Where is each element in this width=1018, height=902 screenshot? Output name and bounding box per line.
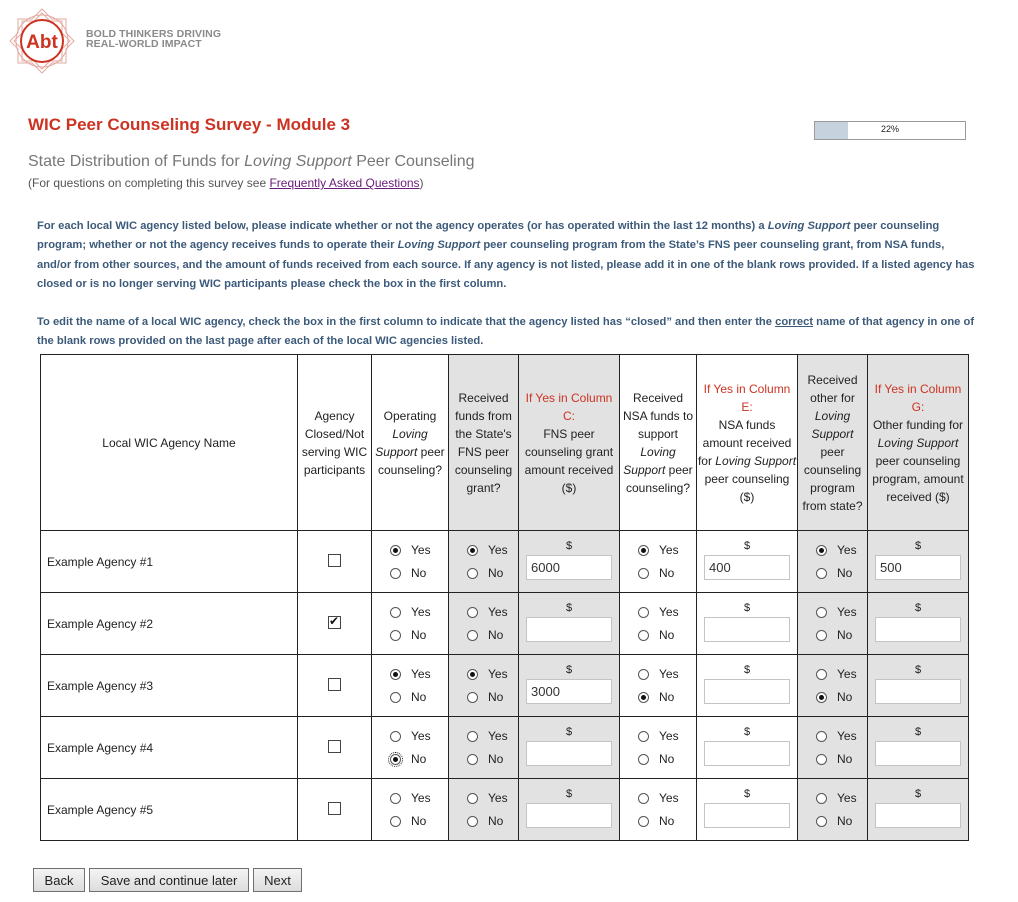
other_amount-cell bbox=[868, 779, 969, 841]
other_amount-input[interactable] bbox=[875, 741, 961, 766]
operating-yes-option[interactable] bbox=[390, 539, 448, 562]
operating-no-radio[interactable] bbox=[390, 630, 401, 641]
faq-note: (For questions on completing this survey see Frequently Asked Questions) bbox=[28, 176, 424, 190]
faq-link[interactable]: Frequently Asked Questions bbox=[269, 176, 420, 190]
other-yes-radio[interactable] bbox=[816, 793, 827, 804]
fns-no-label: No bbox=[488, 690, 504, 704]
fns-yes-option[interactable] bbox=[467, 539, 518, 562]
fns-no-radio[interactable] bbox=[467, 630, 478, 641]
fns_amount-input[interactable] bbox=[526, 617, 612, 642]
other-yes-option[interactable] bbox=[816, 663, 867, 686]
nsa_amount-cell bbox=[697, 779, 798, 841]
fns-yes-option[interactable] bbox=[467, 787, 518, 810]
operating-yes-radio[interactable] bbox=[390, 669, 401, 680]
fns-cell bbox=[449, 593, 519, 655]
fns_amount-cell bbox=[519, 531, 620, 593]
fns-no-label: No bbox=[488, 628, 504, 642]
nsa-yes-label: Yes bbox=[659, 543, 679, 557]
nsa-no-radio[interactable] bbox=[638, 816, 649, 827]
fns-yes-radio[interactable] bbox=[467, 793, 478, 804]
fns_amount-input[interactable] bbox=[526, 803, 612, 828]
fns-no-label: No bbox=[488, 752, 504, 766]
operating-yes-label: Yes bbox=[411, 543, 431, 557]
header-other-amount: If Yes in Column G: Other funding for Loving Support peer counseling program, amount received ($) bbox=[868, 355, 969, 531]
table-row bbox=[41, 717, 969, 779]
other_amount-input[interactable] bbox=[875, 803, 961, 828]
other-yes-radio[interactable] bbox=[816, 731, 827, 742]
closed-cell bbox=[298, 779, 372, 841]
fns-no-radio[interactable] bbox=[467, 568, 478, 579]
nsa_amount-cell bbox=[697, 531, 798, 593]
nsa-no-option[interactable] bbox=[638, 810, 696, 833]
other-no-radio[interactable] bbox=[816, 754, 827, 765]
agency-name: Example Agency #3 bbox=[41, 655, 298, 717]
other-yes-label: Yes bbox=[837, 791, 857, 805]
table-row bbox=[41, 593, 969, 655]
fns_amount-input[interactable] bbox=[526, 679, 612, 704]
dollar-sign: $ bbox=[565, 788, 573, 800]
dollar-sign: $ bbox=[914, 726, 922, 738]
fns_amount-cell bbox=[519, 655, 620, 717]
operating-no-option[interactable] bbox=[390, 748, 448, 771]
nsa-yes-option[interactable] bbox=[638, 601, 696, 624]
nsa-no-radio[interactable] bbox=[638, 630, 649, 641]
other-yes-option[interactable] bbox=[816, 787, 867, 810]
instructions-paragraph-1: For each local WIC agency listed below, please indicate whether or not the agency operates (or has operated within the last 12 months) a Loving Support peer counseling program; whether or not the agency receives funds to operate their Loving Support peer counseling program from the State’s FNS peer counseling grant, from NSA funds, and/or from other sources, and the amount of funds received from each source. If any agency is not listed, please add it in one of the blank rows provided. If a listed agency has closed or is no longer serving WIC participants please check the box in the first column. bbox=[37, 220, 975, 290]
other-yes-radio[interactable] bbox=[816, 545, 827, 556]
nsa_amount-input[interactable] bbox=[704, 617, 790, 642]
table-row bbox=[41, 779, 969, 841]
agency-name: Example Agency #4 bbox=[41, 717, 298, 779]
other_amount-cell bbox=[868, 655, 969, 717]
dollar-sign: $ bbox=[565, 540, 573, 552]
nsa-cell bbox=[620, 655, 697, 717]
operating-cell bbox=[372, 655, 449, 717]
dollar-sign: $ bbox=[914, 602, 922, 614]
operating-no-label: No bbox=[411, 628, 427, 642]
nsa-yes-label: Yes bbox=[659, 667, 679, 681]
operating-cell bbox=[372, 779, 449, 841]
fns-no-label: No bbox=[488, 814, 504, 828]
operating-no-label: No bbox=[411, 566, 427, 580]
closed-cell bbox=[298, 593, 372, 655]
header-operating: Operating Loving Support peer counseling? bbox=[372, 355, 449, 531]
other-cell bbox=[798, 717, 868, 779]
operating-no-label: No bbox=[411, 690, 427, 704]
dollar-sign: $ bbox=[743, 788, 751, 800]
fns-cell bbox=[449, 779, 519, 841]
dollar-sign: $ bbox=[565, 726, 573, 738]
fns-no-radio[interactable] bbox=[467, 692, 478, 703]
operating-no-label: No bbox=[411, 814, 427, 828]
instructions-paragraph-2: To edit the name of a local WIC agency, check the box in the first column to indicate that the agency listed has “closed” and then enter the correct name of that agency in one of the blank rows provided on the last page after each of the local WIC agencies listed. bbox=[37, 316, 975, 348]
fns-no-label: No bbox=[488, 566, 504, 580]
fns-cell bbox=[449, 717, 519, 779]
fns_amount-input[interactable] bbox=[526, 741, 612, 766]
fns-no-option[interactable] bbox=[467, 624, 518, 647]
fns_amount-input[interactable] bbox=[526, 555, 612, 580]
fns-yes-label: Yes bbox=[488, 667, 508, 681]
other_amount-input[interactable] bbox=[875, 617, 961, 642]
fns-no-option[interactable] bbox=[467, 686, 518, 709]
fns-yes-label: Yes bbox=[488, 543, 508, 557]
operating-no-option[interactable] bbox=[390, 810, 448, 833]
dollar-sign: $ bbox=[743, 664, 751, 676]
closed-cell bbox=[298, 531, 372, 593]
table-row bbox=[41, 655, 969, 717]
other-no-option[interactable] bbox=[816, 748, 867, 771]
nsa_amount-cell bbox=[697, 655, 798, 717]
agency-name: Example Agency #5 bbox=[41, 779, 298, 841]
operating-no-option[interactable] bbox=[390, 686, 448, 709]
nsa-yes-label: Yes bbox=[659, 605, 679, 619]
fns-yes-radio[interactable] bbox=[467, 669, 478, 680]
nsa-yes-radio[interactable] bbox=[638, 731, 649, 742]
other-no-label: No bbox=[837, 752, 853, 766]
other-yes-option[interactable] bbox=[816, 601, 867, 624]
operating-no-option[interactable] bbox=[390, 562, 448, 585]
header-nsa-amount: If Yes in Column E: NSA funds amount received for Loving Support peer counseling ($) bbox=[697, 355, 798, 531]
nsa-yes-radio[interactable] bbox=[638, 669, 649, 680]
other-no-radio[interactable] bbox=[816, 568, 827, 579]
operating-no-radio[interactable] bbox=[390, 754, 401, 765]
operating-yes-label: Yes bbox=[411, 729, 431, 743]
nsa-no-option[interactable] bbox=[638, 562, 696, 585]
nsa-no-option[interactable] bbox=[638, 748, 696, 771]
other-yes-label: Yes bbox=[837, 667, 857, 681]
other-no-radio[interactable] bbox=[816, 692, 827, 703]
nsa-yes-label: Yes bbox=[659, 729, 679, 743]
nsa-no-label: No bbox=[659, 628, 675, 642]
fns-yes-radio[interactable] bbox=[467, 607, 478, 618]
nsa-yes-label: Yes bbox=[659, 791, 679, 805]
nsa-yes-option[interactable] bbox=[638, 787, 696, 810]
operating-yes-radio[interactable] bbox=[390, 731, 401, 742]
nsa-no-label: No bbox=[659, 690, 675, 704]
page-subtitle: State Distribution of Funds for Loving Support Peer Counseling bbox=[28, 153, 475, 170]
dollar-sign: $ bbox=[565, 602, 573, 614]
nsa-no-label: No bbox=[659, 566, 675, 580]
operating-no-radio[interactable] bbox=[390, 692, 401, 703]
brand-tagline: BOLD THINKERS DRIVING REAL-WORLD IMPACT bbox=[86, 28, 222, 50]
operating-cell bbox=[372, 593, 449, 655]
fns-yes-label: Yes bbox=[488, 729, 508, 743]
nsa-no-radio[interactable] bbox=[638, 692, 649, 703]
nsa-yes-radio[interactable] bbox=[638, 607, 649, 618]
other-cell bbox=[798, 531, 868, 593]
nsa-no-label: No bbox=[659, 752, 675, 766]
operating-cell bbox=[372, 531, 449, 593]
fns-yes-option[interactable] bbox=[467, 663, 518, 686]
page-title: WIC Peer Counseling Survey - Module 3 bbox=[28, 115, 351, 134]
operating-yes-label: Yes bbox=[411, 605, 431, 619]
nsa-no-option[interactable] bbox=[638, 686, 696, 709]
fns_amount-cell bbox=[519, 779, 620, 841]
agency-name: Example Agency #2 bbox=[41, 593, 298, 655]
nsa-yes-option[interactable] bbox=[638, 725, 696, 748]
header-nsa-received: Received NSA funds to support Loving Support peer counseling? bbox=[620, 355, 697, 531]
closed-cell bbox=[298, 655, 372, 717]
nsa-no-label: No bbox=[659, 814, 675, 828]
svg-text:Abt: Abt bbox=[26, 32, 58, 53]
header-agency-name: Local WIC Agency Name bbox=[41, 355, 298, 531]
closed-checkbox[interactable] bbox=[328, 678, 341, 691]
dollar-sign: $ bbox=[914, 664, 922, 676]
fns-no-option[interactable] bbox=[467, 562, 518, 585]
other-no-label: No bbox=[837, 566, 853, 580]
dollar-sign: $ bbox=[565, 664, 573, 676]
nsa_amount-input[interactable] bbox=[704, 803, 790, 828]
operating-no-label: No bbox=[411, 752, 427, 766]
header-other-received: Received other for Loving Support peer counseling program from state? bbox=[798, 355, 868, 531]
nsa_amount-input[interactable] bbox=[704, 555, 790, 580]
other_amount-cell bbox=[868, 717, 969, 779]
operating-yes-label: Yes bbox=[411, 667, 431, 681]
other-no-option[interactable] bbox=[816, 810, 867, 833]
operating-yes-label: Yes bbox=[411, 791, 431, 805]
nsa-cell bbox=[620, 593, 697, 655]
fns-no-option[interactable] bbox=[467, 810, 518, 833]
other_amount-cell bbox=[868, 593, 969, 655]
fns-no-option[interactable] bbox=[467, 748, 518, 771]
operating-no-option[interactable] bbox=[390, 624, 448, 647]
nsa-yes-option[interactable] bbox=[638, 663, 696, 686]
other-cell bbox=[798, 779, 868, 841]
fns_amount-cell bbox=[519, 593, 620, 655]
other-yes-radio[interactable] bbox=[816, 669, 827, 680]
nsa-no-radio[interactable] bbox=[638, 568, 649, 579]
other-yes-label: Yes bbox=[837, 543, 857, 557]
operating-yes-option[interactable] bbox=[390, 725, 448, 748]
operating-yes-option[interactable] bbox=[390, 601, 448, 624]
dollar-sign: $ bbox=[914, 788, 922, 800]
operating-yes-radio[interactable] bbox=[390, 545, 401, 556]
header-fns-amount: If Yes in Column C: FNS peer counseling grant amount received ($) bbox=[519, 355, 620, 531]
header-fns-received: Received funds from the State's FNS peer counseling grant? bbox=[449, 355, 519, 531]
dollar-sign: $ bbox=[914, 540, 922, 552]
other-no-radio[interactable] bbox=[816, 816, 827, 827]
other-no-label: No bbox=[837, 814, 853, 828]
other-no-option[interactable] bbox=[816, 686, 867, 709]
closed-cell bbox=[298, 717, 372, 779]
fns-cell bbox=[449, 531, 519, 593]
operating-yes-radio[interactable] bbox=[390, 793, 401, 804]
nsa-yes-option[interactable] bbox=[638, 539, 696, 562]
other-no-label: No bbox=[837, 628, 853, 642]
other-cell bbox=[798, 593, 868, 655]
other-yes-option[interactable] bbox=[816, 725, 867, 748]
fns-no-radio[interactable] bbox=[467, 754, 478, 765]
closed-checkbox[interactable] bbox=[328, 802, 341, 815]
fns-yes-option[interactable] bbox=[467, 725, 518, 748]
table-row bbox=[41, 531, 969, 593]
other_amount-input[interactable] bbox=[875, 555, 961, 580]
nsa_amount-input[interactable] bbox=[704, 679, 790, 704]
fns_amount-cell bbox=[519, 717, 620, 779]
fns-cell bbox=[449, 655, 519, 717]
abt-logo bbox=[8, 7, 76, 75]
progress-label: 22% bbox=[880, 124, 899, 134]
other-yes-label: Yes bbox=[837, 605, 857, 619]
nsa-yes-radio[interactable] bbox=[638, 793, 649, 804]
fns-yes-radio[interactable] bbox=[467, 545, 478, 556]
other_amount-input[interactable] bbox=[875, 679, 961, 704]
table-header-row bbox=[41, 355, 969, 531]
other-no-radio[interactable] bbox=[816, 630, 827, 641]
fns-no-radio[interactable] bbox=[467, 816, 478, 827]
other-no-option[interactable] bbox=[816, 624, 867, 647]
other-cell bbox=[798, 655, 868, 717]
other-yes-option[interactable] bbox=[816, 539, 867, 562]
dollar-sign: $ bbox=[743, 726, 751, 738]
closed-checkbox[interactable] bbox=[328, 740, 341, 753]
nsa-no-option[interactable] bbox=[638, 624, 696, 647]
fns-yes-label: Yes bbox=[488, 605, 508, 619]
fns-yes-radio[interactable] bbox=[467, 731, 478, 742]
fns-yes-option[interactable] bbox=[467, 601, 518, 624]
operating-cell bbox=[372, 717, 449, 779]
nsa-no-radio[interactable] bbox=[638, 754, 649, 765]
operating-yes-radio[interactable] bbox=[390, 607, 401, 618]
nsa_amount-cell bbox=[697, 593, 798, 655]
agency-table bbox=[40, 354, 969, 841]
operating-yes-option[interactable] bbox=[390, 787, 448, 810]
nsa_amount-cell bbox=[697, 717, 798, 779]
other-yes-label: Yes bbox=[837, 729, 857, 743]
nsa-cell bbox=[620, 717, 697, 779]
other-no-label: No bbox=[837, 690, 853, 704]
closed-checkbox[interactable] bbox=[328, 616, 341, 629]
save-continue-later-button[interactable]: Save and continue later bbox=[89, 868, 249, 892]
dollar-sign: $ bbox=[743, 602, 751, 614]
nsa-cell bbox=[620, 531, 697, 593]
operating-no-radio[interactable] bbox=[390, 816, 401, 827]
progress-bar bbox=[814, 121, 966, 140]
nsa-yes-radio[interactable] bbox=[638, 545, 649, 556]
operating-no-radio[interactable] bbox=[390, 568, 401, 579]
nsa-cell bbox=[620, 779, 697, 841]
nsa_amount-input[interactable] bbox=[704, 741, 790, 766]
other_amount-cell bbox=[868, 531, 969, 593]
operating-yes-option[interactable] bbox=[390, 663, 448, 686]
other-yes-radio[interactable] bbox=[816, 607, 827, 618]
agency-name: Example Agency #1 bbox=[41, 531, 298, 593]
fns-yes-label: Yes bbox=[488, 791, 508, 805]
header-closed: Agency Closed/Not serving WIC participants bbox=[298, 355, 372, 531]
dollar-sign: $ bbox=[743, 540, 751, 552]
next-button[interactable]: Next bbox=[253, 868, 302, 892]
closed-checkbox[interactable] bbox=[328, 554, 341, 567]
back-button[interactable]: Back bbox=[33, 868, 85, 892]
other-no-option[interactable] bbox=[816, 562, 867, 585]
instructions bbox=[37, 217, 977, 371]
